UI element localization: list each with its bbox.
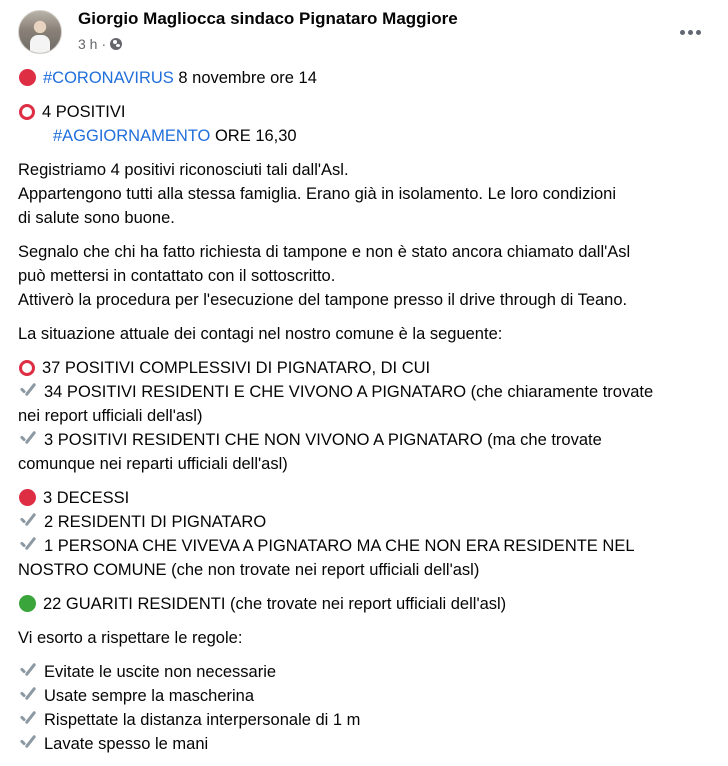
post-paragraph bbox=[18, 592, 718, 616]
check-mark-icon bbox=[18, 709, 37, 728]
text-line: Registriamo 4 positivi riconosciuti tali dall'Asl. bbox=[18, 161, 349, 179]
text-line bbox=[18, 100, 718, 124]
red-circle-icon bbox=[19, 69, 36, 86]
red-circle-icon bbox=[19, 489, 36, 506]
text-line: La situazione attuale dei contagi nel nostro comune è la seguente: bbox=[18, 325, 503, 343]
more-options-button[interactable] bbox=[672, 14, 708, 50]
text-line: Rispettate la distanza interpersonale di 1 m bbox=[18, 708, 718, 732]
text-line: può mettersi in contattato con il sottoscritto. bbox=[18, 267, 336, 285]
text-line: 1 PERSONA CHE VIVEVA A PIGNATARO MA CHE NON ERA RESIDENTE NEL bbox=[18, 534, 718, 558]
text-line: di salute sono buone. bbox=[18, 209, 175, 227]
post-content bbox=[18, 66, 718, 766]
text-line: Attiverò la procedura per l'esecuzione del tampone presso il drive through di Teano. bbox=[18, 291, 628, 309]
post-paragraph bbox=[18, 356, 718, 476]
text-line: Lavate spesso le mani bbox=[18, 732, 718, 756]
check-mark-icon bbox=[18, 661, 37, 680]
post-paragraph bbox=[18, 486, 718, 582]
post-paragraph bbox=[18, 66, 718, 90]
check-mark-icon bbox=[18, 535, 37, 554]
hashtag-aggiornamento[interactable]: #AGGIORNAMENTO bbox=[53, 127, 211, 145]
post-meta bbox=[78, 36, 122, 52]
text-line: Usate sempre la mascherina bbox=[18, 684, 718, 708]
hollow-red-circle-icon bbox=[19, 360, 35, 376]
text-line: Evitate le uscite non necessarie bbox=[18, 660, 718, 684]
hollow-red-circle-icon bbox=[19, 104, 35, 120]
post-time[interactable]: 3 h bbox=[78, 36, 98, 52]
post-paragraph bbox=[18, 626, 718, 650]
text-line: 3 POSITIVI RESIDENTI CHE NON VIVONO A PIGNATARO (ma che trovate bbox=[18, 428, 718, 452]
author-name[interactable]: Giorgio Magliocca sindaco Pignataro Maggiore bbox=[78, 9, 458, 28]
text-line: Vi esorto a rispettare le regole: bbox=[18, 629, 243, 647]
text-line: 3 DECESSI bbox=[18, 486, 718, 510]
text-line bbox=[18, 66, 718, 90]
text-line: NOSTRO COMUNE (che non trovate nei report ufficiali dell'asl) bbox=[18, 561, 480, 579]
meta-separator: · bbox=[101, 36, 107, 52]
check-mark-icon bbox=[18, 511, 37, 530]
text-line: Appartengono tutti alla stessa famiglia. Erano già in isolamento. Le loro condizioni bbox=[18, 185, 617, 203]
text-line: 2 RESIDENTI DI PIGNATARO bbox=[18, 510, 718, 534]
text-line: comunque nei reparti ufficiali dell'asl) bbox=[18, 455, 288, 473]
check-mark-icon bbox=[18, 685, 37, 704]
more-options-icon bbox=[680, 30, 685, 35]
text-line bbox=[18, 124, 718, 148]
text-line: 34 POSITIVI RESIDENTI E CHE VIVONO A PIGNATARO (che chiaramente trovate bbox=[18, 380, 718, 404]
check-mark-icon bbox=[18, 429, 37, 448]
green-circle-icon bbox=[19, 595, 36, 612]
text-line: 37 POSITIVI COMPLESSIVI DI PIGNATARO, DI CUI bbox=[18, 356, 718, 380]
text-line: nei report ufficiali dell'asl) bbox=[18, 407, 203, 425]
author-avatar[interactable] bbox=[18, 10, 62, 54]
hashtag-coronavirus[interactable]: #CORONAVIRUS bbox=[43, 69, 174, 87]
post-paragraph bbox=[18, 100, 718, 148]
check-mark-icon bbox=[18, 733, 37, 752]
date-text: 8 novembre ore 14 bbox=[173, 69, 317, 87]
post-paragraph bbox=[18, 158, 718, 230]
globe-icon[interactable] bbox=[110, 38, 122, 50]
text-line: Segnalo che chi ha fatto richiesta di tampone e non è stato ancora chiamato dall'Asl bbox=[18, 243, 631, 261]
positives-count: 4 POSITIVI bbox=[42, 103, 126, 121]
post-header bbox=[0, 0, 728, 62]
post-paragraph bbox=[18, 660, 718, 756]
post-paragraph bbox=[18, 240, 718, 312]
text-line: 22 GUARITI RESIDENTI (che trovate nei report ufficiali dell'asl) bbox=[18, 592, 718, 616]
check-mark-icon bbox=[18, 381, 37, 400]
update-time: ORE 16,30 bbox=[210, 127, 297, 145]
post-paragraph bbox=[18, 322, 718, 346]
